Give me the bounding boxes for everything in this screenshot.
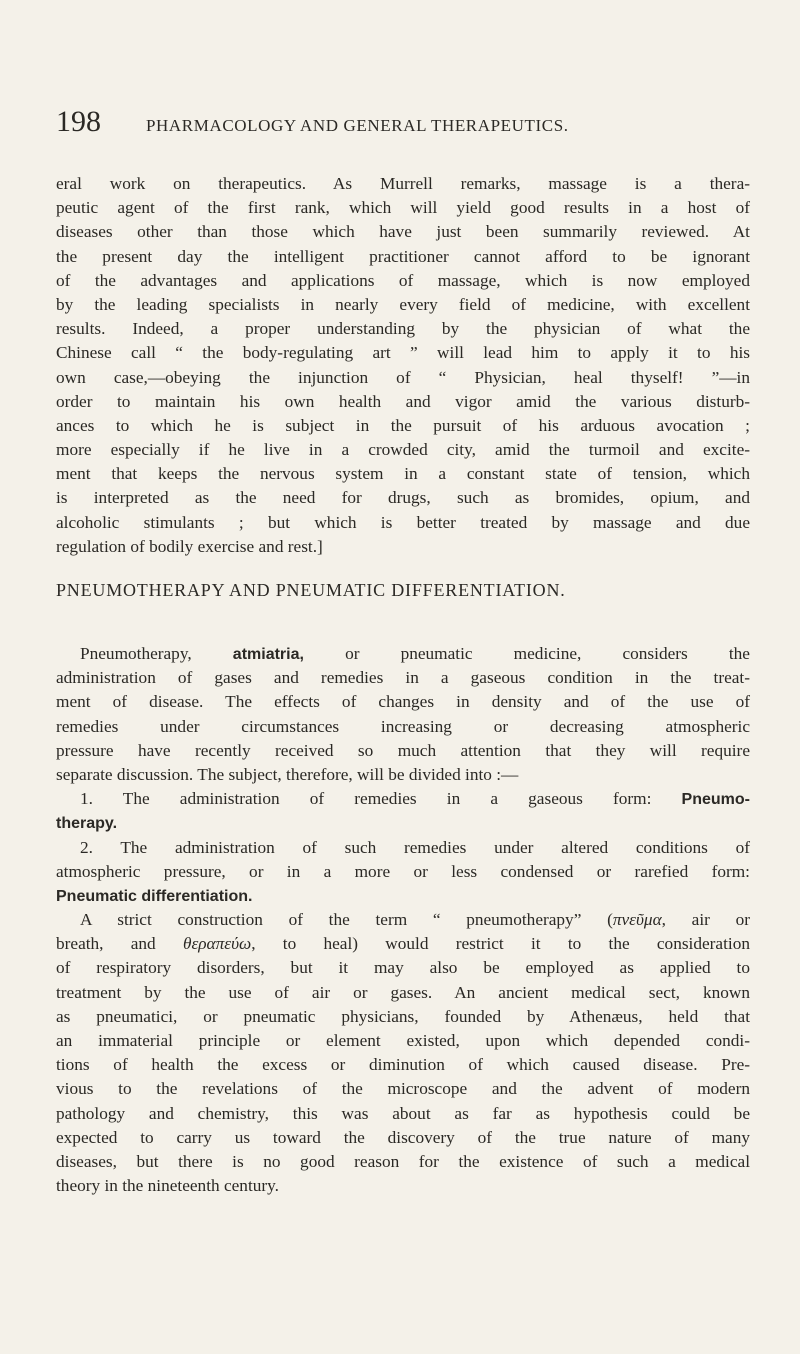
text-line: eral work on therapeutics. As Murrell remarks, massage is a thera- bbox=[56, 174, 750, 193]
greek-pneuma: πνεῦμα bbox=[612, 910, 662, 930]
list-item-2: 2. The administration of such remedies under altered conditions of bbox=[80, 837, 750, 857]
text-line: remedies under circumstances increasing or decreasing atmospheric bbox=[56, 716, 750, 736]
text-line: separate discussion. The subject, therefore, will be divided into :— bbox=[56, 764, 519, 784]
text-line: more especially if he live in a crowded city, amid the turmoil and excite- bbox=[56, 440, 750, 460]
greek-therapeuo: θεραπεύω bbox=[182, 934, 252, 954]
text-line bbox=[56, 811, 750, 835]
term-pneumotherapy: Pneumo- bbox=[681, 791, 750, 809]
text-line: Pneumotherapy, atmiatria, or pneumatic medicine, considers the bbox=[80, 644, 750, 663]
page-number: 198 bbox=[56, 105, 101, 138]
term-atmiatria: atmiatria, bbox=[232, 646, 304, 663]
text-line: regulation of bodily exercise and rest.] bbox=[56, 536, 323, 556]
text-line: Chinese call “ the body-regulating art ” will lead him to apply it to his bbox=[56, 343, 750, 363]
text-line: is interpreted as the need for drugs, such as bromides, opium, and bbox=[56, 488, 750, 508]
text-line: as pneumatici, or pneumatic physicians, founded by Athenæus, held that bbox=[56, 1006, 750, 1026]
text-line: ment that keeps the nervous system in a constant state of tension, which bbox=[56, 464, 750, 484]
text-line: tions of health the excess or diminution of which caused disease. Pre- bbox=[56, 1055, 750, 1075]
section-heading: PNEUMOTHERAPY AND PNEUMATIC DIFFERENTIATION. bbox=[56, 580, 566, 600]
text-line: results. Indeed, a proper understanding by the physician of what the bbox=[56, 319, 750, 339]
text-line: an immaterial principle or element existed, upon which depended condi- bbox=[56, 1031, 750, 1050]
text-line: pathology and chemistry, this was about as far as hypothesis could be bbox=[56, 1103, 750, 1123]
text-line: atmospheric pressure, or in a more or less condensed or rarefied form: bbox=[56, 861, 750, 881]
text-line: alcoholic stimulants ; but which is better treated by massage and due bbox=[56, 512, 750, 532]
text-line bbox=[56, 884, 750, 908]
running-title: PHARMACOLOGY AND GENERAL THERAPEUTICS. bbox=[146, 116, 569, 135]
list-item-1: 1. The administration of remedies in a gaseous form: Pneumo- bbox=[80, 789, 750, 809]
text-line: theory in the nineteenth century. bbox=[56, 1176, 279, 1196]
text-line: peutic agent of the first rank, which will yield good results in a host of bbox=[56, 198, 750, 218]
text-line: administration of gases and remedies in a gaseous condition in the treat- bbox=[56, 668, 750, 688]
text-line: diseases other than those which have just been summarily reviewed. At bbox=[56, 222, 750, 242]
paragraph-massage-conclusion bbox=[56, 172, 750, 559]
term-pneumotherapy-cont: therapy. bbox=[56, 815, 118, 833]
text-line: pressure have recently received so much attention that they will require bbox=[56, 740, 750, 760]
running-head bbox=[56, 105, 756, 145]
section-body bbox=[56, 642, 750, 1198]
text-line: breath, and θεραπεύω, to heal) would restrict it to the consideration bbox=[56, 934, 750, 954]
text-line: treatment by the use of air or gases. An ancient medical sect, known bbox=[56, 982, 750, 1002]
term-pneumatic-differentiation: Pneumatic differentiation. bbox=[56, 887, 253, 905]
text-line: own case,—obeying the injunction of “ Physician, heal thyself! ”—in bbox=[56, 367, 750, 387]
text-line: by the leading specialists in nearly every field of medicine, with excellent bbox=[56, 294, 750, 314]
text-line: ances to which he is subject in the pursuit of his arduous avocation ; bbox=[56, 415, 750, 435]
text-line: the present day the intelligent practitioner cannot afford to be ignorant bbox=[56, 246, 750, 266]
text-line: expected to carry us toward the discovery of the true nature of many bbox=[56, 1127, 750, 1147]
text-line: order to maintain his own health and vigor amid the various disturb- bbox=[56, 391, 750, 411]
text-line: ment of disease. The effects of changes in density and of the use of bbox=[56, 692, 750, 712]
text-line: of the advantages and applications of massage, which is now employed bbox=[56, 270, 750, 290]
text-line: diseases, but there is no good reason for the existence of such a medical bbox=[56, 1151, 750, 1171]
text-line: A strict construction of the term “ pneumotherapy” (πνεῦμα, air or bbox=[80, 910, 750, 930]
text-line: of respiratory disorders, but it may also be employed as applied to bbox=[56, 958, 750, 978]
text-line: vious to the revelations of the microscope and the advent of modern bbox=[56, 1079, 750, 1099]
